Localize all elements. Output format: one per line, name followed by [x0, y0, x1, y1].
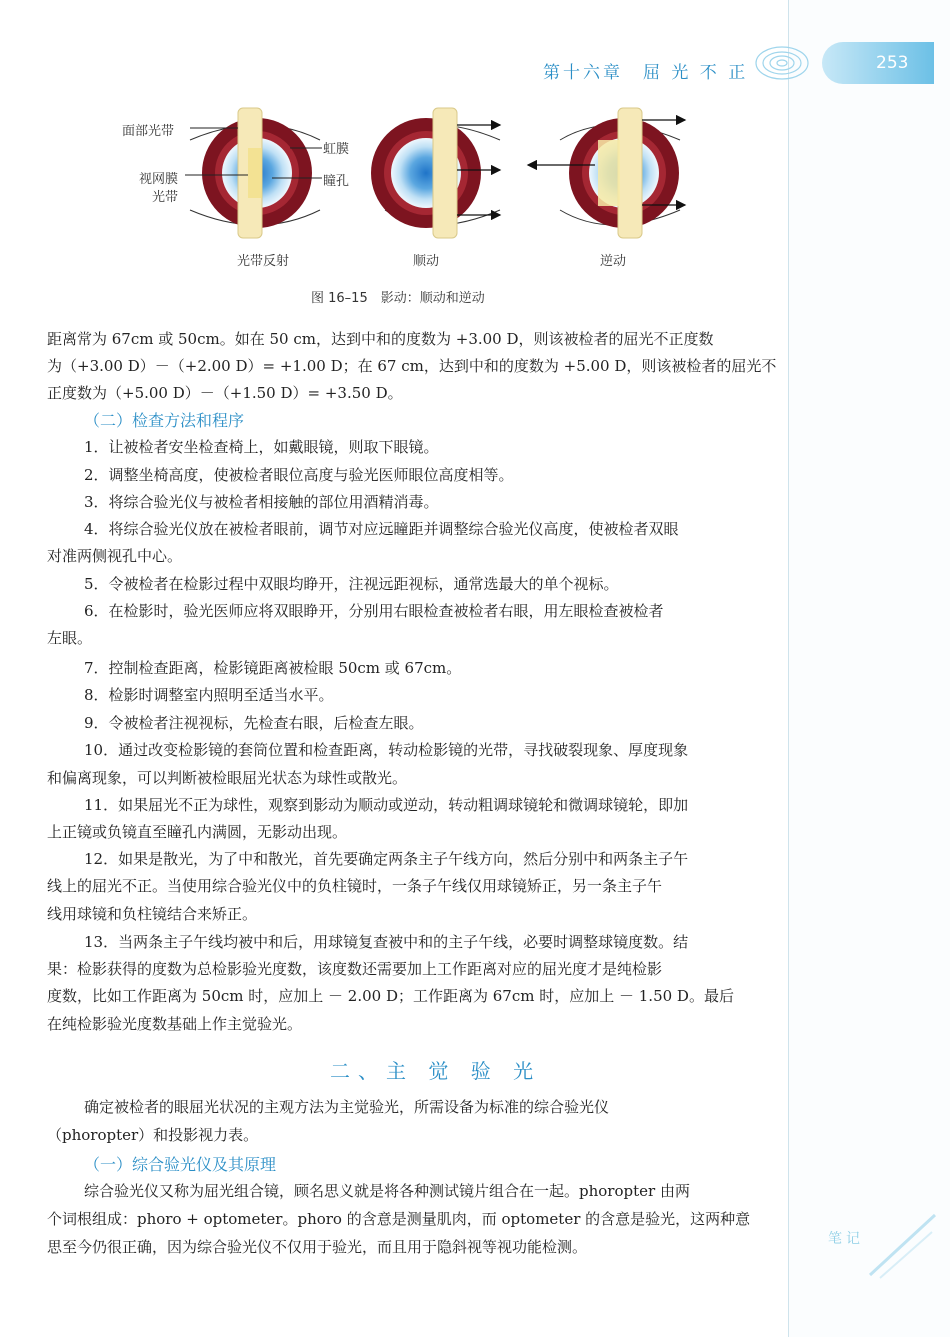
eye-reflex [185, 108, 322, 238]
step-line: 2．调整坐椅高度，使被检者眼位高度与验光医师眼位高度相等。 [84, 466, 514, 484]
step-line: 和偏离现象，可以判断被检眼屈光状态为球性或散光。 [47, 769, 408, 787]
page-number: 253 [876, 53, 909, 73]
subheading-exam-procedure: （二）检查方法和程序 [84, 411, 245, 430]
retinoscopy-figure [100, 100, 720, 280]
subheading-phoropter: （一）综合验光仪及其原理 [84, 1155, 277, 1174]
label-facial-band: 面部光带 [122, 124, 175, 139]
step-line: 11．如果屈光不正为球性，观察到影动为顺动或逆动，转动粗调球镜轮和微调球镜轮，即加 [84, 796, 689, 814]
step-line: 12．如果是散光，为了中和散光，首先要确定两条主子午线方向，然后分别中和两条主子午 [84, 850, 689, 868]
section-heading-subjective-refraction: 二、主 觉 验 光 [330, 1059, 542, 1083]
step-line: 在纯检影验光度数基础上作主觉验光。 [47, 1015, 303, 1033]
step-line: 左眼。 [47, 629, 93, 647]
notes-label: 笔记 [828, 1231, 864, 1247]
step-line: 对准两侧视孔中心。 [47, 547, 183, 565]
step-line: 6．在检影时，验光医师应将双眼睁开，分别用右眼检查被检者右眼，用左眼检查被检者 [84, 602, 664, 620]
step-line: 3．将综合验光仪与被检者相接触的部位用酒精消毒。 [84, 493, 439, 511]
pen-icon [860, 1210, 940, 1280]
label-pupil: 瞳孔 [323, 174, 350, 189]
body-line: 为（+3.00 D）－（+2.00 D）= +1.00 D；在 67 cm，达到中和的度数为 +5.00 D，则该被检者的屈光不 [47, 357, 777, 375]
label-iris: 虹膜 [323, 142, 350, 157]
principle-line: 思至今仍很正确，因为综合验光仪不仅用于验光，而且用于隐斜视等视功能检测。 [47, 1238, 588, 1256]
label-with-motion: 顺动 [413, 254, 440, 269]
figure-drawing [100, 100, 720, 280]
step-line: 9．令被检者注视视标，先检查右眼，后检查左眼。 [84, 714, 424, 732]
step-line: 8．检影时调整室内照明至适当水平。 [84, 686, 334, 704]
label-retinal-band-2: 光带 [152, 190, 179, 205]
figure-caption: 图 16–15 影动：顺动和逆动 [311, 291, 485, 306]
step-line: 7．控制检查距离，检影镜距离被检眼 50cm 或 67cm。 [84, 659, 462, 677]
eye-against-motion [528, 108, 685, 238]
intro-line: 确定被检者的眼屈光状况的主观方法为主觉验光，所需设备为标准的综合验光仪 [84, 1098, 610, 1116]
eye-with-motion [371, 108, 500, 238]
step-line: 上正镜或负镜直至瞳孔内满圆，无影动出现。 [47, 823, 348, 841]
principle-line: 综合验光仪又称为屈光组合镜，顾名思义就是将各种测试镜片组合在一起。phoropter 由两 [84, 1182, 690, 1200]
notes-margin [788, 0, 950, 1337]
step-line: 13．当两条主子午线均被中和后，用球镜复查被中和的主子午线，必要时调整球镜度数。结 [84, 933, 689, 951]
step-line: 线用球镜和负柱镜结合来矫正。 [47, 905, 258, 923]
principle-line: 个词根组成：phoro + optometer。phoro 的含意是测量肌肉，而 optometer 的含意是验光，这两种意 [47, 1210, 751, 1228]
step-line: 度数，比如工作距离为 50cm 时，应加上 － 2.00 D；工作距离为 67cm 时，应加上 － 1.50 D。最后 [47, 987, 734, 1005]
intro-line: （phoropter）和投影视力表。 [47, 1126, 259, 1144]
swirl-ornament-icon [752, 38, 832, 88]
body-line: 距离常为 67cm 或 50cm。如在 50 cm，达到中和的度数为 +3.00 D，则该被检者的屈光不正度数 [47, 330, 714, 348]
label-retinal-band-1: 视网膜 [139, 172, 179, 187]
step-line: 1．让被检者安坐检查椅上，如戴眼镜，则取下眼镜。 [84, 438, 439, 456]
step-line: 4．将综合验光仪放在被检者眼前，调节对应远瞳距并调整综合验光仪高度，使被检者双眼 [84, 520, 679, 538]
step-line: 果：检影获得的度数为总检影验光度数，该度数还需要加上工作距离对应的屈光度才是纯检影 [47, 960, 663, 978]
label-reflex: 光带反射 [237, 254, 290, 269]
label-against-motion: 逆动 [600, 254, 627, 269]
step-line: 线上的屈光不正。当使用综合验光仪中的负柱镜时，一条子午线仅用球镜矫正，另一条主子午 [47, 877, 663, 895]
body-line: 正度数为（+5.00 D）－（+1.50 D）= +3.50 D。 [47, 384, 403, 402]
chapter-title: 第十六章 屈 光 不 正 [543, 63, 749, 83]
step-line: 10．通过改变检影镜的套筒位置和检查距离，转动检影镜的光带，寻找破裂现象、厚度现象 [84, 741, 689, 759]
step-line: 5．令被检者在检影过程中双眼均睁开，注视远距视标，通常选最大的单个视标。 [84, 575, 619, 593]
